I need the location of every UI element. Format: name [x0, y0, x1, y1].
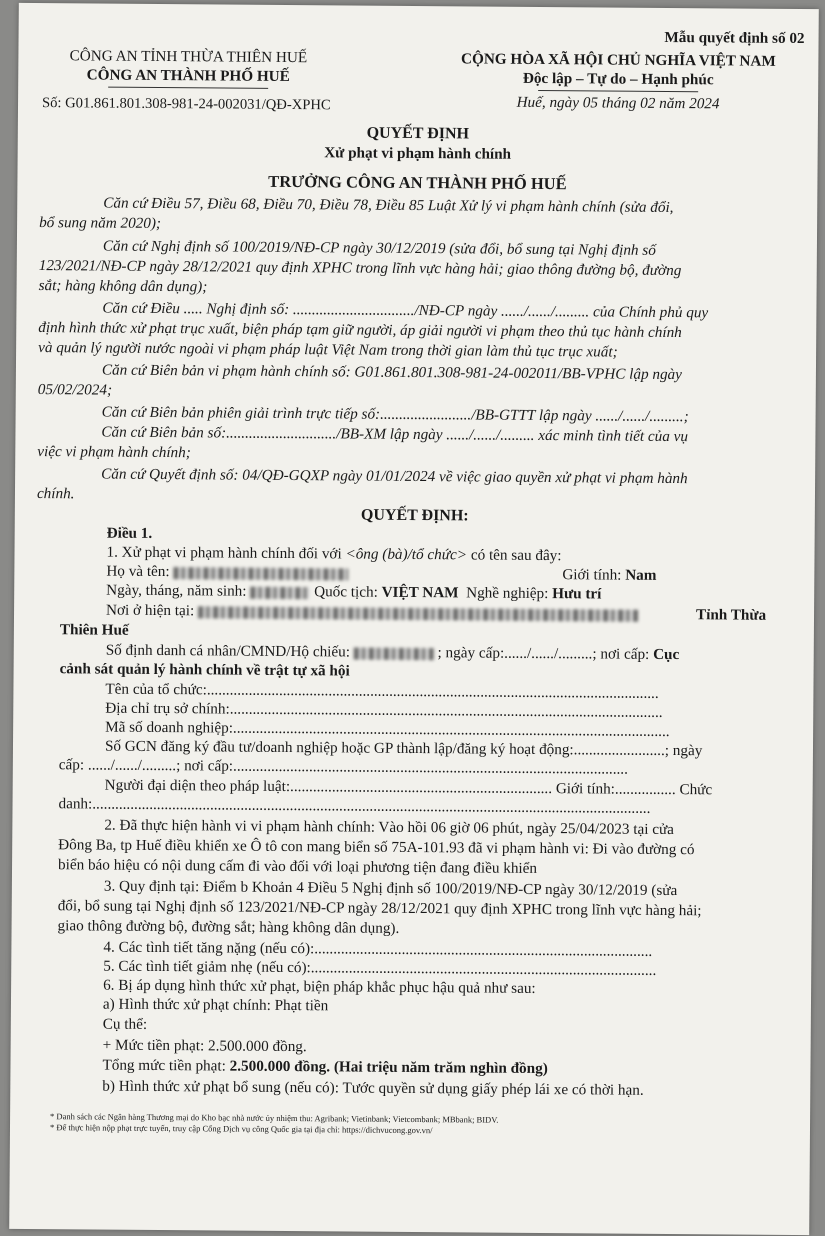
penalty-intro: 6. Bị áp dụng hình thức xử phạt, biện pháp khắc phục hậu quả như sau:: [103, 976, 536, 997]
representative-row: Người đại diện theo pháp luật:..................................................................... Giới tính:................ Chức: [104, 776, 713, 799]
basis-line: bổ sung năm 2020);: [39, 214, 162, 233]
org-tax-row: Mã số doanh nghiệp:...................................................................................................................: [105, 718, 670, 741]
basis-line: chính.: [36, 485, 75, 503]
document-number: Số: G01.861.801.308-981-24-002031/QĐ-XPHC: [41, 95, 331, 114]
basis-line: và quản lý người nước ngoài vi phạm pháp luật Việt Nam trong thời gian làm thủ tục trục xuất;: [38, 339, 618, 361]
name-label: Họ và tên:: [106, 562, 170, 581]
basis-line: Căn cứ Biên bản vi phạm hành chính số: G01.861.801.308-981-24-002011/BB-VPHC lập ngày: [101, 361, 682, 384]
id-row: Số định danh cá nhân/CMND/Hộ chiếu: ; ngày cấp:....../....../.........; nơi cấp: Cục: [105, 641, 680, 664]
agency-name: CÔNG AN THÀNH PHỐ HUẾ: [86, 66, 290, 86]
total-fine: Tổng mức tiền phạt: 2.500.000 đồng. (Hai triệu năm trăm nghìn đồng): [102, 1056, 548, 1078]
representative-title-row: danh:...................................................................................................................................................: [58, 795, 651, 817]
basis-line: 123/2021/NĐ-CP ngày 28/12/2021 quy định XPHC trong lĩnh vực hàng hải; giao thông đường bộ, đường: [38, 257, 682, 280]
agency-underline: [108, 87, 268, 89]
agency-parent: CÔNG AN TỈNH THỪA THIÊN HUẾ: [69, 47, 308, 67]
motto-underline: [538, 90, 698, 92]
regulation-line: đổi, bổ sung tại Nghị định số 123/2021/NĐ-CP ngày 28/12/2021 quy định XPHC trong lĩnh vực hàng hải;: [57, 897, 702, 920]
org-gcn-row: Số GCN đăng ký đầu tư/doanh nghiệp hoặc GP thành lập/đăng ký hoạt động:........................; ngày: [104, 737, 703, 760]
basis-line: việc vi phạm hành chính;: [37, 443, 191, 462]
basis-line: 05/02/2024;: [37, 381, 113, 399]
violator-name-row: [106, 562, 348, 583]
org-address-row: Địa chỉ trụ sở chính:..................................................................................................................: [105, 699, 663, 721]
regulation-line: giao thông đường bộ, đường sắt; hàng không dân dụng).: [57, 917, 400, 937]
decision-title: QUYẾT ĐỊNH: [366, 124, 470, 143]
gender-row: Giới tính: Nam: [562, 566, 657, 584]
violation-line: biển báo hiệu có nội dung cấm đi vào đối với loại phương tiện đang điều khiển: [57, 856, 538, 877]
penalty-detail-label: Cụ thể:: [102, 1015, 148, 1033]
footnote-online-payment: * Để thực hiện nộp phạt trực tuyến, truy cập Cổng Dịch vụ công Quốc gia tại địa chỉ: https://dichvucong.gov.vn/: [49, 1122, 433, 1136]
fine-amount: + Mức tiền phạt: 2.500.000 đồng.: [102, 1036, 307, 1056]
issuing-authority: TRƯỞNG CÔNG AN THÀNH PHỐ HUẾ: [268, 171, 567, 194]
redacted-address: [198, 606, 638, 621]
basis-line: định hình thức xử phạt trục xuất, biện pháp tạm giữ người, áp giải người vi phạm theo thủ tục hành chính: [38, 319, 682, 342]
national-motto: Độc lập – Tự do – Hạnh phúc: [522, 69, 714, 89]
decision-document-page: [9, 3, 819, 1235]
org-gcn-row-2: cấp: ....../....../.........; nơi cấp:........................................................................................................: [58, 756, 628, 778]
place-date: Huế, ngày 05 tháng 02 năm 2024: [516, 93, 720, 113]
redacted-dob: [250, 586, 310, 598]
basis-line: sắt; hàng không dân dụng);: [38, 277, 208, 296]
org-name-row: Tên của tổ chức:.......................................................................................................................: [105, 680, 659, 702]
redacted-name: [173, 567, 348, 580]
violation-line: 2. Đã thực hiện hành vi vi phạm hành chính: Vào hồi 06 giờ 06 phút, ngày 25/04/2023 tại cửa: [104, 816, 675, 839]
basis-line: Căn cứ Điều 57, Điều 68, Điều 70, Điều 78, Điều 85 Luật Xử lý vi phạm hành chính (sửa đổi,: [103, 194, 674, 217]
address-tail: Tỉnh Thừa: [695, 606, 767, 624]
basis-line: Căn cứ Biên bản phiên giải trình trực tiếp số:......................../BB-GTTT lập ngày ....../....../.........;: [101, 403, 689, 426]
basis-line: Căn cứ Điều ..... Nghị định số: ................................/NĐ-CP ngày ....../....../......... của Chính phủ quy: [102, 299, 709, 322]
additional-penalty: b) Hình thức xử phạt bổ sung (nếu có): Tước quyền sử dụng giấy phép lái xe có thời hạn.: [102, 1077, 644, 1099]
address-tail-2: Thiên Huế: [59, 621, 129, 639]
address-row: Nơi ở hiện tại:: [106, 601, 638, 625]
article-1-intro: 1. Xử phạt vi phạm hành chính đối với <ông (bà)/tổ chức> có tên sau đây:: [106, 543, 562, 565]
decision-subtitle: Xử phạt vi phạm hành chính: [324, 144, 512, 163]
basis-line: Căn cứ Nghị định số 100/2019/NĐ-CP ngày 30/12/2019 (sửa đổi, bổ sung tại Nghị định số: [102, 237, 656, 259]
mitigating-row: 5. Các tình tiết giảm nhẹ (nếu có):...........................................................................................: [103, 957, 657, 979]
footnote-banks: * Danh sách các Ngân hàng Thương mại do Kho bạc nhà nước ủy nhiệm thu: Agribank; Vietinbank; Vietcombank; MBbank; BIDV.: [50, 1111, 499, 1125]
article-1-heading: Điều 1.: [106, 524, 153, 542]
dob-row: Ngày, tháng, năm sinh: Quốc tịch: VIỆT NAM Nghề nghiệp: Hưu trí: [106, 581, 602, 603]
basis-line: Căn cứ Biên bản số:............................./BB-XM lập ngày ....../....../......... xác minh tình tiết của vụ: [101, 423, 689, 446]
id-issuer: cảnh sát quản lý hành chính về trật tự xã hội: [59, 660, 350, 680]
basis-line: Căn cứ Quyết định số: 04/QĐ-GQXP ngày 01/01/2024 về việc giao quyền xử phạt vi phạm hành: [101, 465, 688, 488]
main-penalty: a) Hình thức xử phạt chính: Phạt tiền: [102, 995, 329, 1015]
violation-line: Đông Ba, tp Huế điều khiển xe Ô tô con mang biển số 75A-101.93 đã vi phạm hành vi: Đi vào đường có: [58, 836, 695, 859]
decision-heading: QUYẾT ĐỊNH:: [360, 506, 469, 525]
aggravating-row: 4. Các tình tiết tăng nặng (nếu có):.........................................................................................: [103, 938, 653, 960]
redacted-id: [354, 647, 434, 660]
form-number: Mẫu quyết định số 02: [664, 28, 805, 48]
regulation-line: 3. Quy định tại: Điểm b Khoản 4 Điều 5 Nghị định số 100/2019/NĐ-CP ngày 30/12/2019 (sửa: [103, 877, 678, 900]
nation-title: CỘNG HÒA XÃ HỘI CHỦ NGHĨA VIỆT NAM: [461, 50, 776, 70]
